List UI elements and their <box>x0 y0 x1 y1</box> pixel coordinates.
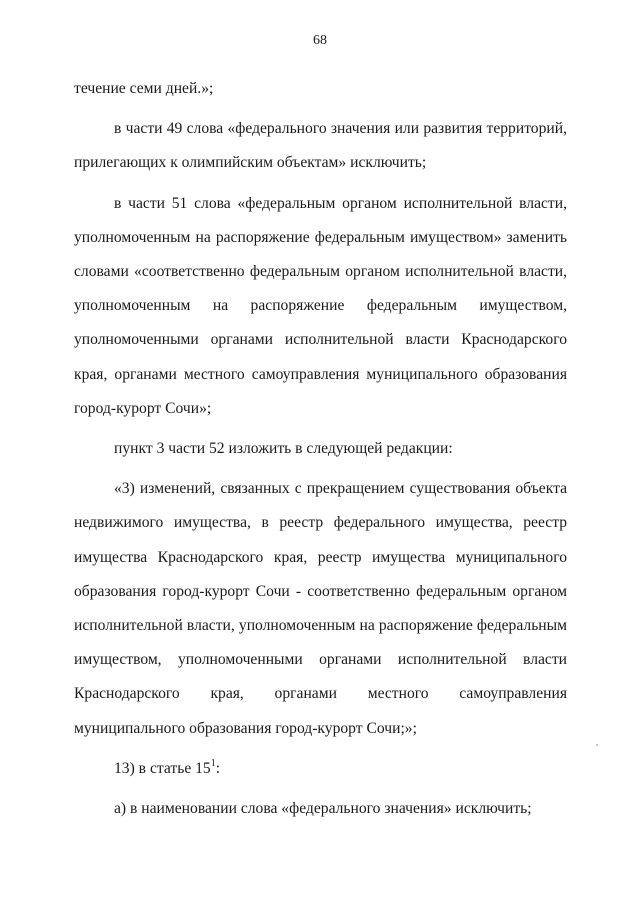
paragraph-part-49: в части 49 слова «федерального значения или развития территорий, прилегающих к олимпийским объектам» исключить; <box>74 120 567 172</box>
article-superscript: 1 <box>210 757 216 769</box>
paragraph-part-51: в части 51 слова «федеральным органом исполнительной власти, уполномоченным на распоряжение федеральным имуществом» заменить словами «соответственно федеральным органом исполнительной власти, уполномоченным на распоряжение федеральным имуществом, уполномоченными органами исполнительной власти Краснодарского края, органами местного самоуправления муниципального образования город-курорт Сочи»; <box>74 194 567 417</box>
paragraph-continuation: течение семи дней.»; <box>74 80 214 97</box>
article-ref-colon: : <box>215 759 221 777</box>
paragraph-article-15-1 <box>74 752 567 786</box>
document-body <box>74 72 567 826</box>
article-ref-text: 13) в статье 15 <box>114 759 211 777</box>
paragraph-subitem-a: а) в наименовании слова «федерального значения» исключить; <box>114 800 532 818</box>
paragraph-quoted-item-3: «3) изменений, связанных с прекращением существования объекта недвижимого имущества, в реестр федерального имущества, реестр имущества Краснодарского края, реестр имущества муниципального образования город-курорт Сочи - соответственно федеральным органом исполнительной власти, уполномоченным на распоряжение федеральным имуществом, уполномоченными органами исполнительной власти Краснодарского края, органами местного самоуправления муниципального образования город-курорт Сочи;»; <box>74 480 567 737</box>
scan-speck <box>596 744 598 746</box>
page-number: 68 <box>313 33 327 48</box>
paragraph-item-3-part-52: пункт 3 части 52 изложить в следующей редакции: <box>114 440 453 458</box>
